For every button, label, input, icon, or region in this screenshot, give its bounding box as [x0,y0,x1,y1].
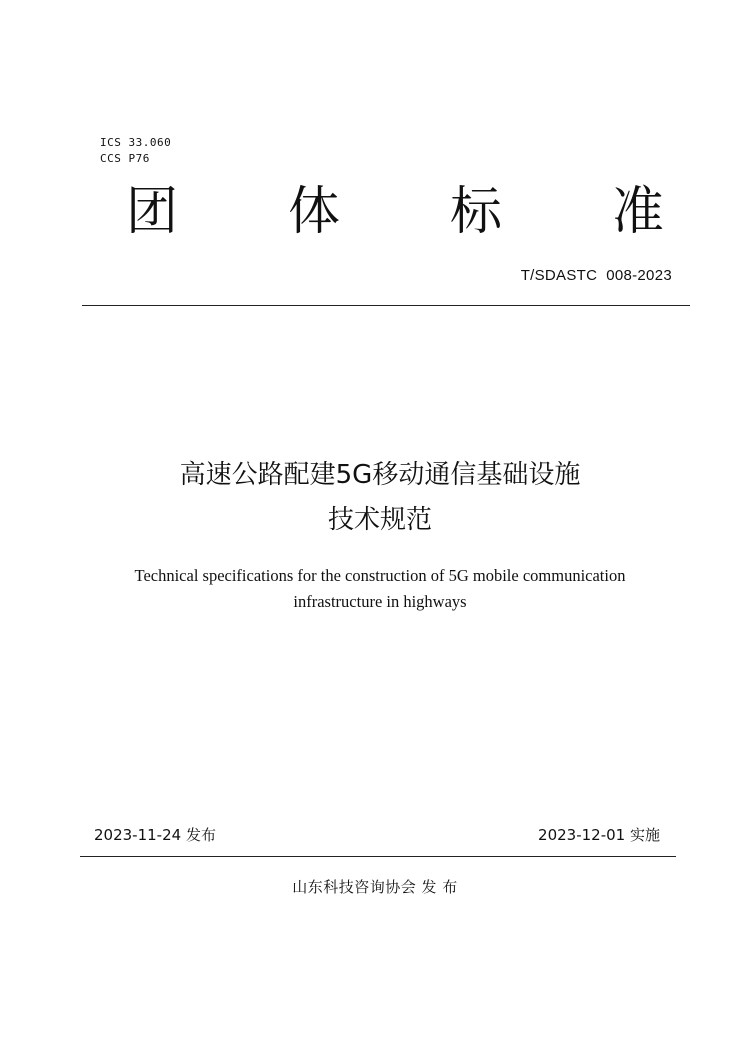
header-divider [82,305,690,306]
standard-type-char: 准 [611,182,664,242]
standard-code: T/SDASTC 008-2023 [520,267,672,284]
standard-type-heading [120,180,670,244]
footer-divider [80,856,676,857]
standard-type-char: 标 [449,182,502,242]
title-chinese-line-2: 技术规范 [327,505,432,535]
ics-code: ICS 33.060 [100,136,172,149]
issuer: 山东科技咨询协会 发 布 [292,878,458,896]
ccs-code: CCS P76 [100,152,150,165]
publish-date: 2023-11-24 发布 [94,826,216,844]
title-chinese-line-1: 高速公路配建5G移动通信基础设施 [179,460,581,490]
implement-date: 2023-12-01 实施 [538,826,660,844]
title-english-line-2: infrastructure in highways [293,592,467,611]
standard-type-char: 体 [287,182,340,242]
standard-type-char: 团 [125,182,178,242]
title-english-line-1: Technical specifications for the construction of 5G mobile communication [134,566,626,585]
